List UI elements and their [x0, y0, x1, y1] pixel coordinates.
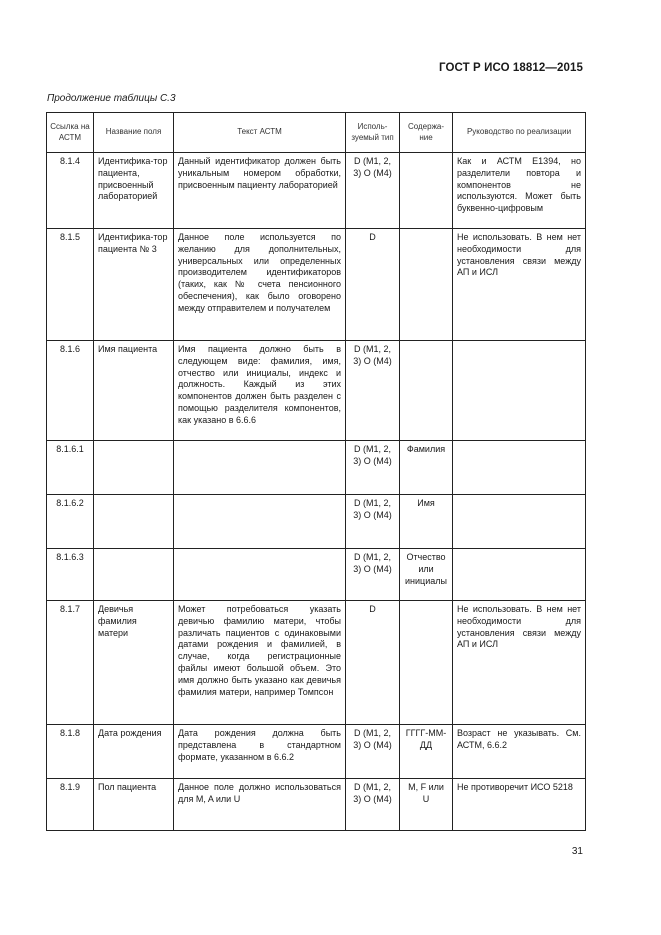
- cell-text: [174, 441, 346, 495]
- col-header-guide: Руководство по реализации: [453, 113, 586, 153]
- cell-name: Идентифика-тор пациента, присвоенный лабораторией: [94, 153, 174, 229]
- cell-content: Имя: [400, 495, 453, 549]
- cell-text: Данное поле должно использоваться для M, A или U: [174, 779, 346, 831]
- cell-content: ГГГГ-ММ-ДД: [400, 725, 453, 779]
- table-row: [47, 779, 586, 831]
- cell-type: D (M1, 2, 3) O (M4): [346, 441, 400, 495]
- table-header-row: [47, 113, 586, 153]
- cell-guide: [453, 549, 586, 601]
- cell-name: [94, 441, 174, 495]
- cell-name: Дата рождения: [94, 725, 174, 779]
- cell-ref: 8.1.6: [47, 341, 94, 441]
- page-number: 31: [571, 846, 583, 857]
- cell-type: D (M1, 2, 3) O (M4): [346, 495, 400, 549]
- cell-ref: 8.1.6.2: [47, 495, 94, 549]
- cell-ref: 8.1.7: [47, 601, 94, 725]
- cell-ref: 8.1.8: [47, 725, 94, 779]
- cell-text: Может потребоваться указать девичью фамилию матери, чтобы различать пациентов с одинаковыми датами рождения и фамилией, в случае, когда регистрационные файлы имеют большой объем. Это имя должно быть указано как девичья фамилия матери, например Томпсон: [174, 601, 346, 725]
- cell-guide: Как и АСТМ Е1394, но разделители повтора и компонентов не используются. Может быть буквенно-цифровым: [453, 153, 586, 229]
- cell-guide: [453, 341, 586, 441]
- cell-guide: [453, 495, 586, 549]
- cell-type: D (M1, 2, 3) O (M4): [346, 725, 400, 779]
- cell-content: M, F или U: [400, 779, 453, 831]
- cell-text: [174, 495, 346, 549]
- cell-type: D: [346, 229, 400, 341]
- cell-guide: Не использовать. В нем нет необходимости для установления связи между АП и ИСЛ: [453, 229, 586, 341]
- col-header-ref: Ссылка на АСТМ: [47, 113, 94, 153]
- col-header-text: Текст АСТМ: [174, 113, 346, 153]
- cell-text: Данное поле используется по желанию для дополнительных, универсальных или определенных производителем идентификаторов (таких, как № счета пенсионного обеспечения), как было оговорено между отправителем и получателем: [174, 229, 346, 341]
- table-row: [47, 441, 586, 495]
- cell-content: [400, 601, 453, 725]
- cell-name: Имя пациента: [94, 341, 174, 441]
- cell-content: [400, 153, 453, 229]
- cell-guide: Не противоречит ИСО 5218: [453, 779, 586, 831]
- cell-ref: 8.1.4: [47, 153, 94, 229]
- table-row: [47, 725, 586, 779]
- cell-name: [94, 549, 174, 601]
- cell-text: Имя пациента должно быть в следующем виде: фамилия, имя, отчество или инициалы, индекс и должность. Каждый из этих компонентов должен быть разделен с помощью разделителя компонентов, как указано в 6.6.6: [174, 341, 346, 441]
- cell-guide: [453, 441, 586, 495]
- table-row: [47, 549, 586, 601]
- cell-guide: Возраст не указывать. См. АСТМ, 6.6.2: [453, 725, 586, 779]
- cell-ref: 8.1.6.3: [47, 549, 94, 601]
- astm-table: [46, 112, 586, 831]
- table-row: [47, 601, 586, 725]
- cell-text: Данный идентификатор должен быть уникальным номером обработки, присвоенным пациенту лабораторией: [174, 153, 346, 229]
- cell-content: [400, 341, 453, 441]
- cell-type: D (M1, 2, 3) O (M4): [346, 341, 400, 441]
- cell-text: Дата рождения должна быть представлена в стандартном формате, указанном в 6.6.2: [174, 725, 346, 779]
- col-header-name: Название поля: [94, 113, 174, 153]
- cell-name: Пол пациента: [94, 779, 174, 831]
- cell-content: Фамилия: [400, 441, 453, 495]
- cell-ref: 8.1.5: [47, 229, 94, 341]
- cell-ref: 8.1.9: [47, 779, 94, 831]
- col-header-content: Содержа-ние: [400, 113, 453, 153]
- cell-type: D (M1, 2, 3) O (M4): [346, 549, 400, 601]
- col-header-type: Исполь-зуемый тип: [346, 113, 400, 153]
- cell-ref: 8.1.6.1: [47, 441, 94, 495]
- cell-type: D (M1, 2, 3) O (M4): [346, 153, 400, 229]
- table-row: [47, 153, 586, 229]
- cell-name: Идентифика-тор пациента № 3: [94, 229, 174, 341]
- table-row: [47, 341, 586, 441]
- document-id: ГОСТ Р ИСО 18812—2015: [438, 62, 583, 74]
- cell-name: [94, 495, 174, 549]
- cell-content: [400, 229, 453, 341]
- cell-type: D: [346, 601, 400, 725]
- cell-name: Девичья фамилия матери: [94, 601, 174, 725]
- cell-content: Отчество или инициалы: [400, 549, 453, 601]
- cell-type: D (M1, 2, 3) O (M4): [346, 779, 400, 831]
- table-caption: Продолжение таблицы С.3: [47, 93, 176, 104]
- table-row: [47, 495, 586, 549]
- table-row: [47, 229, 586, 341]
- cell-guide: Не использовать. В нем нет необходимости для установления связи между АП и ИСЛ: [453, 601, 586, 725]
- cell-text: [174, 549, 346, 601]
